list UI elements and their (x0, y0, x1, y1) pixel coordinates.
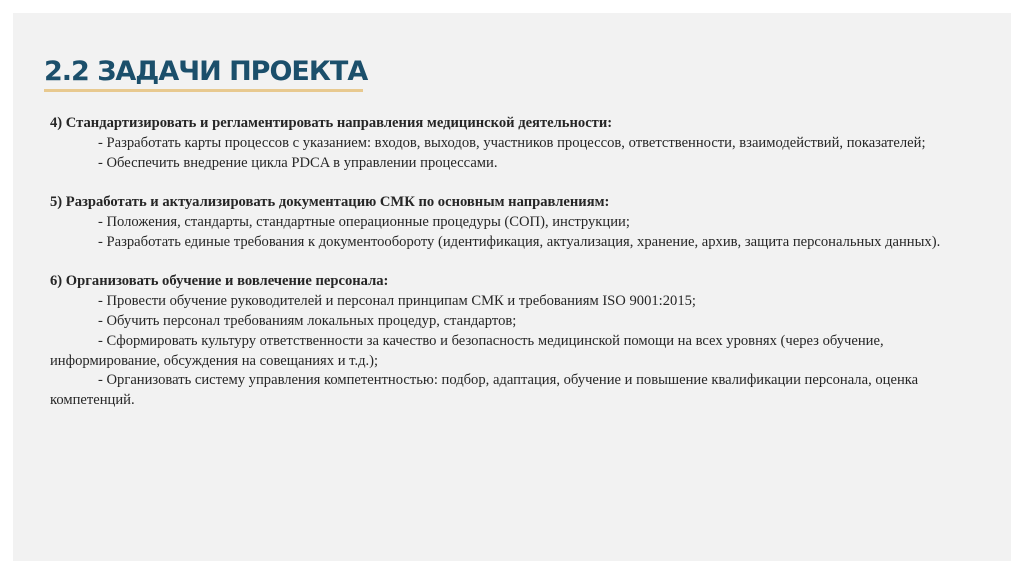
slide-title: 2.2 ЗАДАЧИ ПРОЕКТА (44, 56, 368, 87)
title-underline (44, 89, 363, 92)
section-heading: 5) Разработать и актуализировать документацию СМК по основным направлениям: (50, 194, 610, 211)
list-item: - Провести обучение руководителей и персонал принципам СМК и требованиям ISO 9001:2015; (98, 293, 696, 310)
list-item: - Разработать единые требования к документообороту (идентификация, актуализация, хранение, архив, защита персональных данных). (98, 233, 941, 250)
list-item: - Разработать карты процессов с указанием: входов, выходов, участников процессов, ответственности, взаимодействий, показателей; (98, 134, 926, 151)
section-heading: 6) Организовать обучение и вовлечение персонала: (50, 273, 389, 290)
list-item: - Обучить персонал требованиям локальных процедур, стандартов; (98, 312, 517, 329)
list-item: - Обеспечить внедрение цикла PDCA в управлении процессами. (98, 154, 498, 171)
list-item: - Положения, стандарты, стандартные операционные процедуры (СОП), инструкции; (98, 213, 630, 230)
section-6 (50, 272, 990, 411)
list-item: - Организовать систему управления компетентностью: подбор, адаптация, обучение и повышение квалификации персонала, оценка компетенций. (50, 372, 919, 409)
section-heading: 4) Стандартизировать и регламентировать направления медицинской деятельности: (50, 115, 613, 131)
slide-content (50, 114, 990, 431)
section-5 (50, 193, 990, 252)
list-item: - Сформировать культуру ответственности за качество и безопасность медицинской помощи на всех уровнях (через обучение, информирование, обсуждения на совещаниях и т.д.); (50, 332, 884, 369)
section-4 (50, 114, 990, 173)
